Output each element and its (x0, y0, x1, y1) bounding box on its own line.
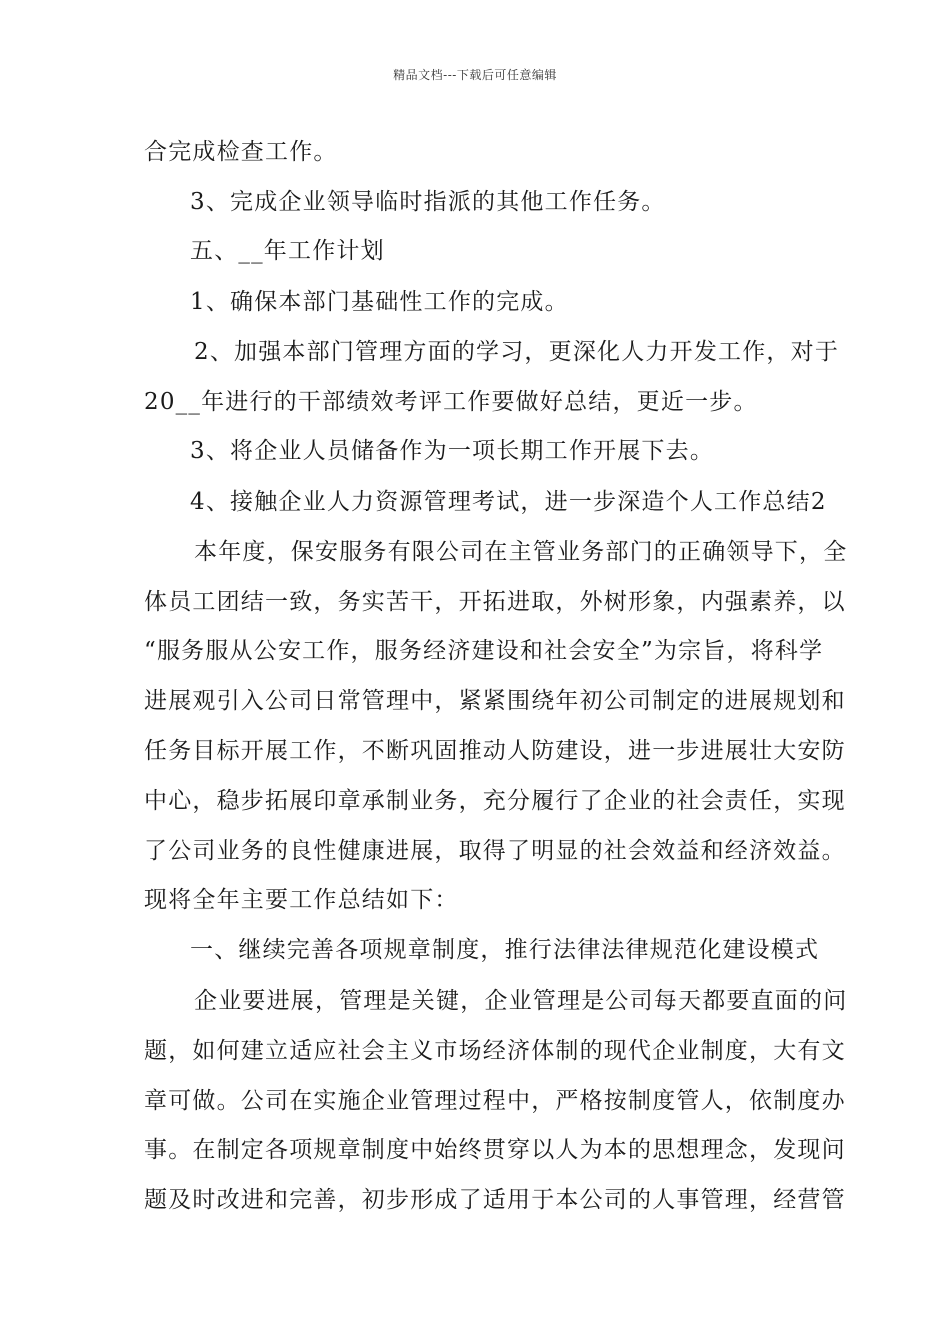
paragraph-line: 合完成检查工作。 (144, 139, 338, 165)
paragraph-line: 进展观引入公司日常管理中，紧紧围绕年初公司制定的进展规划和 (144, 688, 846, 714)
paragraph-line: 20__年进行的干部绩效考评工作要做好总结，更近一步。 (144, 389, 758, 415)
paragraph-line: 2、加强本部门管理方面的学习，更深化人力开发工作，对于 (194, 339, 840, 365)
paragraph-line: 现将全年主要工作总结如下： (144, 887, 459, 913)
paragraph-line: 章可做。公司在实施企业管理过程中，严格按制度管人，依制度办 (144, 1088, 846, 1114)
paragraph-line: 4、接触企业人力资源管理考试，进一步深造个人工作总结2 (190, 489, 827, 515)
paragraph-line: 3、完成企业领导临时指派的其他工作任务。 (190, 189, 666, 215)
paragraph-line: 了公司业务的良性健康进展，取得了明显的社会效益和经济效益。 (144, 838, 846, 864)
section-heading: 五、__年工作计划 (190, 238, 385, 264)
paragraph-line: “服务服从公安工作，服务经济建设和社会安全”为宗旨，将科学 (144, 638, 824, 664)
paragraph-line: 1、确保本部门基础性工作的完成。 (190, 289, 569, 315)
paragraph-line: 3、将企业人员储备作为一项长期工作开展下去。 (190, 438, 715, 464)
page-header: 精品文档---下载后可任意编辑 (393, 68, 557, 82)
paragraph-line: 题，如何建立适应社会主义市场经济体制的现代企业制度，大有文 (144, 1038, 846, 1064)
section-heading: 一、继续完善各项规章制度，推行法律法律规范化建设模式 (190, 937, 820, 963)
paragraph-line: 中心，稳步拓展印章承制业务，充分履行了企业的社会责任，实现 (144, 788, 846, 814)
paragraph-line: 体员工团结一致，务实苦干，开拓进取，外树形象，内强素养，以 (144, 589, 846, 615)
paragraph-line: 任务目标开展工作，不断巩固推动人防建设，进一步进展壮大安防 (144, 738, 846, 764)
paragraph-line: 企业要进展，管理是关键，企业管理是公司每天都要直面的问 (194, 988, 848, 1014)
paragraph-line: 事。在制定各项规章制度中始终贯穿以人为本的思想理念，发现问 (144, 1137, 846, 1163)
paragraph-line: 本年度，保安服务有限公司在主管业务部门的正确领导下，全 (194, 539, 848, 565)
paragraph-line: 题及时改进和完善，初步形成了适用于本公司的人事管理，经营管 (144, 1187, 846, 1213)
